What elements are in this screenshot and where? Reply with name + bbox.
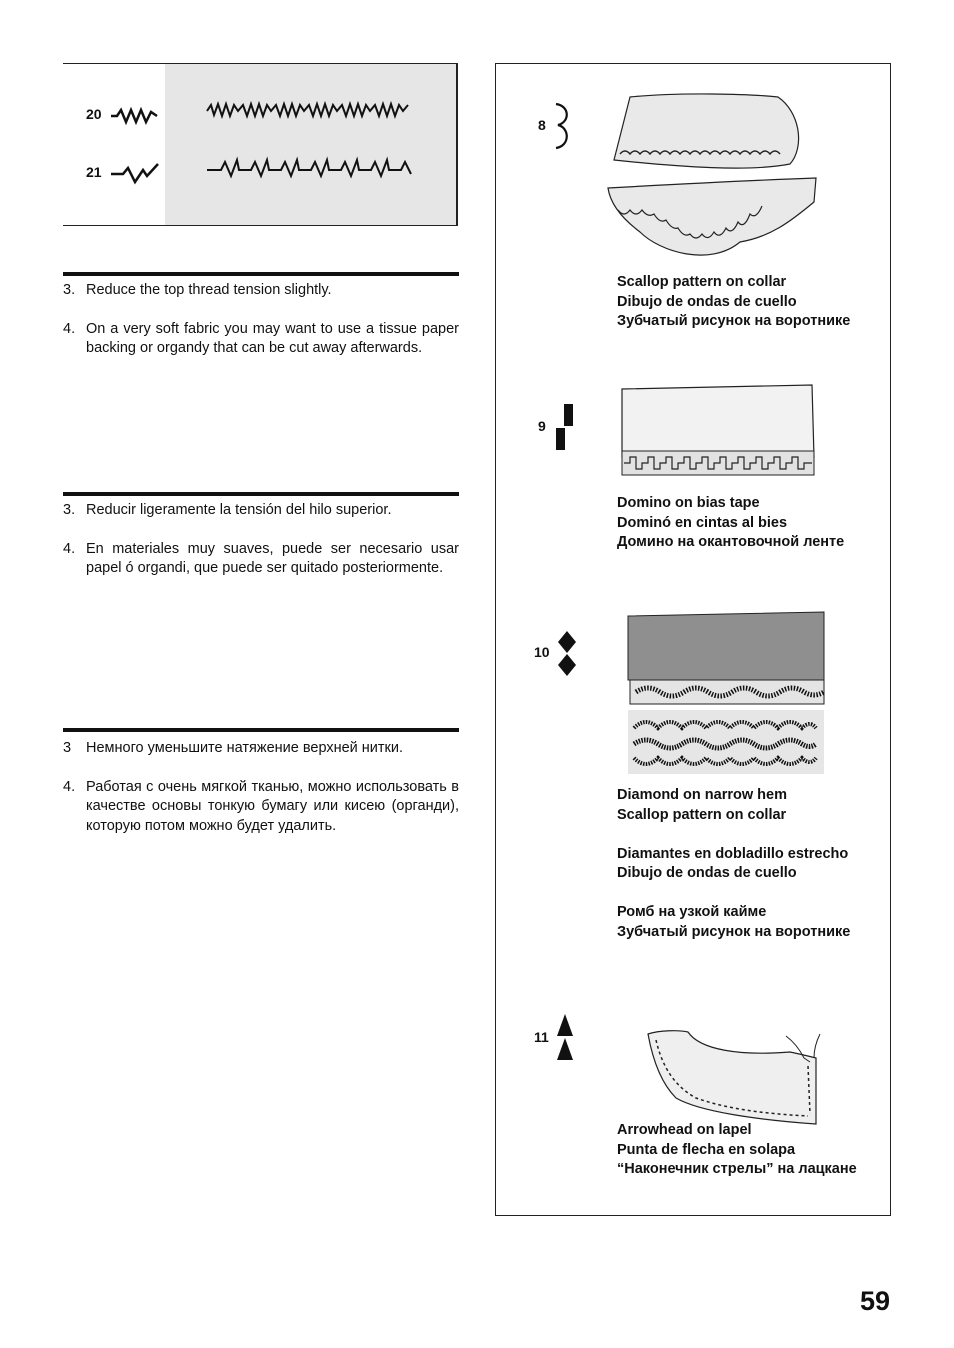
scallop-icon [550,102,574,150]
instruction-item: 4. On a very soft fabric you may want to use a tissue paper backing or organdy that can be cut away afterwards. [63,320,459,356]
section-rule-english [63,272,459,276]
pattern-caption-10: Diamond on narrow hem Scallop pattern on collar Diamantes en dobladillo estrecho Dibujo de ondas de cuello Ромб на узкой кайме Зубчатый рисунок на воротнике [617,787,851,940]
pattern-number-10: 10 [534,644,550,660]
stitch-sample-area [165,64,458,225]
bias-tape-domino-illustration [618,383,818,479]
page-number: 59 [859,1286,890,1316]
pattern-number-9: 9 [538,418,546,434]
pattern-caption-11: Arrowhead on lapel Punta de flecha en solapa “Наконечник стрелы” на лацкане [617,1122,857,1177]
instructions-russian [63,739,459,855]
zigzag-20-icon [111,106,161,126]
domino-icon [554,404,576,452]
pattern-number-8: 8 [538,117,546,133]
pattern-caption-8: Scallop pattern on collar Dibujo de ondas de cuello Зубчатый рисунок на воротнике [617,274,851,329]
instruction-item: 3. Reduce the top thread tension slightly. [63,282,332,298]
pattern-number-11: 11 [534,1029,549,1045]
pattern-caption-9: Domino on bias tape Dominó en cintas al bies Домино на окантовочной ленте [617,495,845,550]
narrow-hem-diamond-illustration [626,610,826,776]
instruction-item: 4. En materiales muy suaves, puede ser necesario usar papel ó organdi, que puede ser quitado posteriormente. [63,540,459,576]
stitch-number-20: 20 [86,106,102,122]
stitch-samples [165,64,456,225]
diamond-icon [557,631,577,677]
section-rule-russian [63,728,459,732]
collar-scallop-illustration [600,92,822,272]
section-rule-spanish [63,492,459,496]
lapel-arrowhead-illustration [640,1026,830,1126]
stitch-number-21: 21 [86,164,102,180]
instruction-item: 3 Немного уменьшите натяжение верхней нитки. [63,740,404,756]
stitch-sample-panel [63,63,458,226]
instructions-english [63,281,459,378]
arrowhead-icon [555,1014,575,1062]
stitch-sample-21 [207,160,411,176]
instruction-item: 3. Reducir ligeramente la tensión del hilo superior. [63,502,392,518]
stitch-sample-20 [207,104,408,116]
instructions-spanish [63,501,459,598]
zigzag-21-icon [111,162,161,186]
instruction-item: 4. Работая с очень мягкой тканью, можно использовать в качестве основы тонкую бумагу или кисею (органди), которую потом можно будет удалить. [63,778,459,834]
